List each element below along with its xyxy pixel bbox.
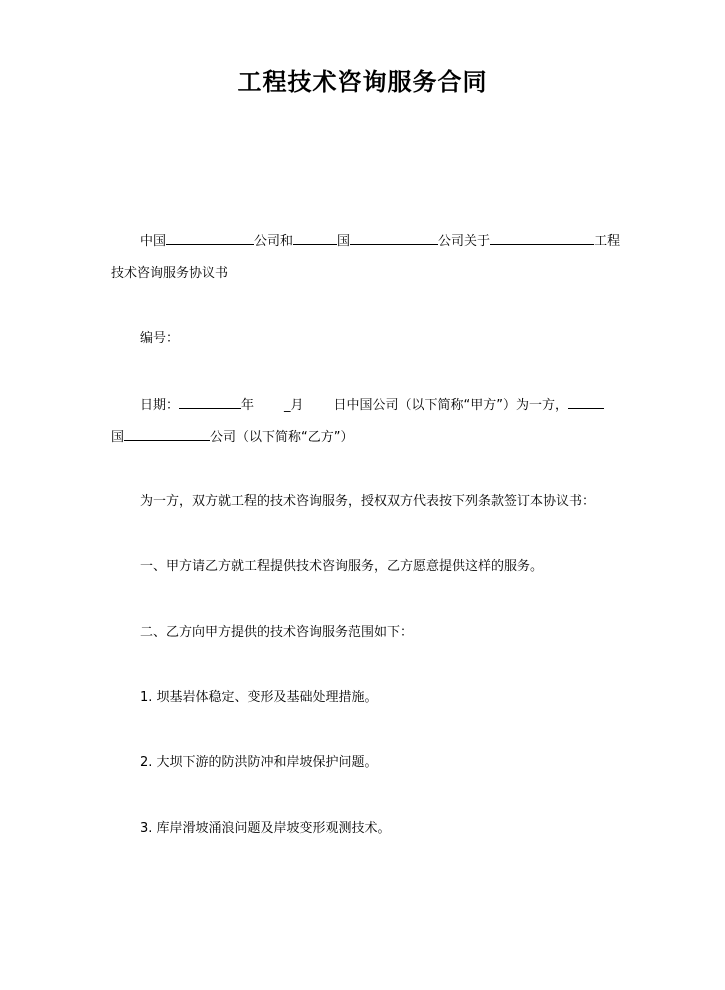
blank-company-cn[interactable] [166,231,254,245]
date-line-2 [111,427,354,447]
date-day-text: 日中国公司（以下简称“甲方”）为一方， [333,398,569,413]
blank-country[interactable] [293,231,337,245]
date-month-text: _月 [284,398,304,413]
blank-company-foreign[interactable] [350,231,438,245]
scope-item-1: 1. 坝基岩体稳定、变形及基础处理措施。 [140,690,378,705]
intro-text-4: 公司关于 [438,234,491,249]
intro-text-5: 工程 [594,234,621,249]
scope-item-3: 3. 库岸滑坡涌浪问题及岸坡变形观测技术。 [140,821,391,836]
intro-line-2: 技术咨询服务协议书 [111,266,229,281]
party-b-country-text: 国 [111,430,125,445]
blank-project[interactable] [490,231,594,245]
date-year-text: 年 [241,398,255,413]
party-b-text: 公司（以下简称“乙方”） [210,430,354,445]
blank-party-b-company[interactable] [124,427,210,441]
blank-party-b-country[interactable] [568,395,604,409]
scope-item-2: 2. 大坝下游的防洪防冲和岸坡保护问题。 [140,755,378,770]
paragraph-preamble: 为一方，双方就工程的技术咨询服务，授权双方代表按下列条款签订本协议书： [140,494,596,509]
clause-2: 二、乙方向甲方提供的技术咨询服务范围如下： [140,625,414,640]
clause-1: 一、甲方请乙方就工程提供技术咨询服务，乙方愿意提供这样的服务。 [140,559,544,574]
contract-number-label: 编号： [140,331,180,346]
intro-text-1: 中国 [140,234,167,249]
intro-text-3: 国 [337,234,351,249]
date-label: 日期： [140,398,180,413]
date-line-1 [140,395,604,415]
blank-year[interactable] [179,395,241,409]
document-title: 工程技术咨询服务合同 [237,68,488,96]
intro-text-2: 公司和 [254,234,294,249]
intro-line-1 [140,231,620,251]
